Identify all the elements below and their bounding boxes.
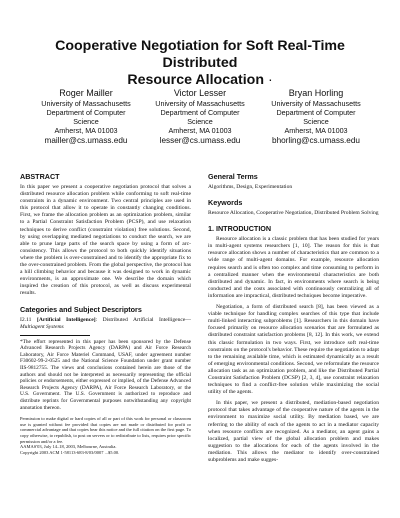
category-code: I2.11 (20, 316, 32, 323)
author-affiliation: University of Massachusetts (155, 99, 245, 108)
author-department: Department of Computer (276, 108, 356, 117)
intro-paragraph-3: In this paper, we present a distributed, mediation-based negotiation protocol that takes advantage of the cooperative nature of the agents in the environment to maximize social utility. By mediation based, we are referring to the ability of each of the agents to act in a mediator capacity when resource conflicts are recognized. As a mediator, an agent gains a localized, partial view of the global allocation problem and makes suggestion to the allocations for each of the agents involved in the mediation. This allows the mediator to identify over-constrained subproblems and make sugges- (208, 400, 379, 463)
abstract-text: In this paper we present a cooperative negotiation protocol that solves a distributed resource allocation problem while conforming to soft real-time constraints in a dynamic environment. Two central principles are used in this protocol that allow it to operate in constantly changing conditions. First, we frame the allocation problem as an optimization problem, similar to a Partial Constraint Satisfaction Problem (PCSP), and use relaxation techniques to derive conflict (constraint violation) free solutions. Second, by using overlapping mediated negotiations to conduct the search, we are able to prune large parts of the search space by using a form of arc-consistency. This allows the protocol to both quickly identify situations where the problem is over-constrained and to identify the appropriate fix to the over-constrained problem. From the global perspective, the protocol has a hill climbing behavior and because it was designed to work in dynamic environments, is an approximate one. We describe the domain which inspired the creation of this protocol, as well as discuss experimental results. (20, 184, 191, 297)
author-affiliation: University of Massachusetts (41, 99, 131, 108)
keywords-heading: Keywords (208, 198, 243, 208)
author-affiliation: University of Massachusetts (271, 99, 361, 108)
author-1 (26, 88, 146, 146)
author-name: Roger Mailler (59, 88, 113, 98)
author-department-cont: Science (303, 117, 329, 126)
footnote-rule (20, 335, 90, 336)
left-column (20, 172, 191, 455)
permission-text: Permission to make digital or hard copies of all or part of this work for personal or classroom use is granted without fee provided that copies are not made or distributed for profit or commercial advantage and that copies bear this notice and the full citation on the first page. To copy otherwise, to republish, to post on servers or to redistribute to lists, requires prior specific permission and/or a fee. (20, 416, 191, 444)
author-location: Amherst, MA 01003 (54, 126, 118, 135)
author-email: bhorling@cs.umass.edu (272, 136, 360, 145)
title-footnote-mark: · (267, 72, 273, 88)
introduction-heading: 1. INTRODUCTION (208, 224, 272, 234)
author-location: Amherst, MA 01003 (284, 126, 348, 135)
author-email: lesser@cs.umass.edu (159, 136, 241, 145)
abstract-heading: ABSTRACT (20, 172, 60, 181)
intro-paragraph-1: Resource allocation is a classic problem that has been studied for years in multi-agent systems researchers [1, 10]. The reason for this is that resource allocation shows a number of characteristics that are common to a wide range of multi-agent domains. For example, resource allocation requires search and is often too complex and time consuming to perform in a centralized manner when the environmental characteristics are both distributed and dynamic. In fact, in environments where search is being conducted and the costs associated with continuously centralizing all of information are impractical, distributed techniques become imperative. (208, 236, 379, 299)
venue-line: AAMAS'03, July 14–18, 2003, Melbourne, Australia. (20, 444, 117, 450)
categories-entry (20, 317, 191, 331)
copyright-line: Copyright 2003 ACM 1-58113-683-8/03/0007 ...$5.00. (20, 449, 120, 455)
general-terms-text: Algorithms, Design, Experimentation (208, 184, 293, 190)
paper-title-line-2: Resource Allocation (127, 72, 264, 88)
keywords-text: Resource Allocation, Cooperative Negotiation, Distributed Problem Solving (208, 210, 379, 217)
author-location: Amherst, MA 01003 (168, 126, 232, 135)
paper-title (20, 38, 380, 89)
author-department: Department of Computer (46, 108, 126, 117)
categories-heading: Categories and Subject Descriptors (20, 304, 142, 314)
category-detail: : Distributed Artificial Intelligence— (95, 316, 191, 323)
general-terms-heading: General Terms (208, 172, 258, 181)
author-2 (140, 88, 260, 146)
author-email: mailler@cs.umass.edu (44, 136, 128, 145)
author-name: Bryan Horling (288, 88, 344, 98)
author-name: Victor Lesser (173, 88, 227, 98)
intro-paragraph-2: Negotiation, a form of distributed search [8], has been viewed as a viable technique for handling complex searches of this type that include multi-linked interacting subproblems [1]. Researchers in this domain have focused primarily on resource allocation scenarios that are formulated as distributed constraint satisfaction problems [8, 12]. In this work, we extend this classic formulation in two ways. First, we introduce soft real-time constraints on the protocol's behavior. These require the negotiation to adapt to the remaining available time, which is estimated dynamically as a result of emerging environmental conditions. Second, we reformulate the resource allocation task as an optimization problem, and like the Distributed Partial Constraint Satisfaction Problem (DCSP) [2, 3, 4], use constraint relaxation techniques to find a conflict-free solution while maximizing the social utility of the agents. (208, 304, 379, 396)
right-column (208, 172, 379, 468)
funding-footnote: *The effort represented in this paper has been sponsored by the Defense Advanced Research Projects Agency (DARPA) and Air Force Research Laboratory, Air Force Materiel Command, USAF, under agreement number F30602-99-2-0525 and the National Science Foundation under grant number IIS-9812755. The views and conclusions contained herein are those of the authors and should not be interpreted as necessarily representing the official policies or endorsements, either expressed or implied, of the Defense Advanced Research Projects Agency (DARPA), Air Force Research Laboratory, or the U.S. Government. The U.S. Government is authorized to reproduce and distribute reprints for Governmental purposes notwithstanding any copyright annotation thereon. (20, 338, 191, 411)
author-department-cont: Science (73, 117, 99, 126)
category-subtopic: Multiagent Systems (20, 323, 64, 330)
author-department: Department of Computer (160, 108, 240, 117)
permission-notice (20, 416, 191, 455)
author-department-cont: Science (187, 117, 213, 126)
category-name: [Artificial Intelligence] (36, 316, 96, 323)
author-3 (256, 88, 376, 146)
paper-title-line-1: Cooperative Negotiation for Soft Real-Time Distributed (55, 38, 345, 71)
